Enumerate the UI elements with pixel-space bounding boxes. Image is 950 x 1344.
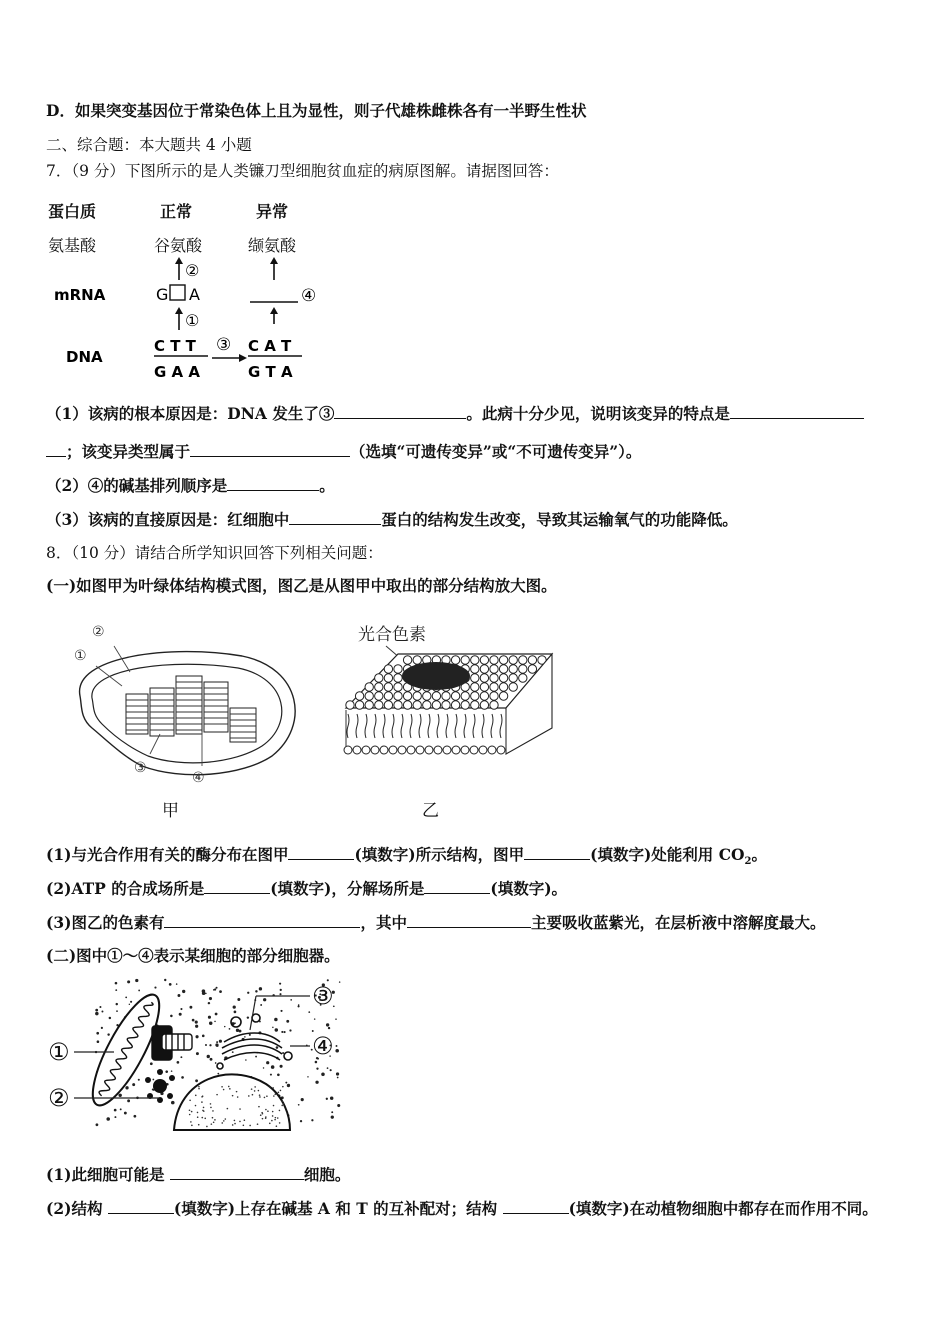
chloroplast-mark-3: ③ (134, 760, 147, 776)
chloroplast-mark-1: ① (74, 648, 87, 664)
cell-organelles-diagram (44, 974, 344, 1134)
blank-7-1b-cont[interactable] (46, 441, 66, 457)
organelle-mark-2: ② (48, 1084, 70, 1112)
sickle-cell-diagram (44, 196, 334, 386)
organelle-mark-4: ④ (312, 1032, 334, 1060)
blank-7-1b[interactable] (730, 403, 864, 419)
blank-8-a2a[interactable] (204, 878, 270, 894)
organelle-mark-3: ③ (312, 982, 334, 1010)
q7-answer-2: （2）④的碱基排列顺序是 。 (46, 476, 335, 495)
thylakoid-membrane-diagram (340, 618, 560, 768)
header-normal: 正常 (160, 202, 193, 221)
dna-abnormal-top: C A T (248, 337, 292, 355)
figure-label-jia: 甲 (162, 801, 179, 821)
row-amino-acid: 氨基酸 (48, 236, 97, 255)
blank-7-3[interactable] (289, 509, 381, 525)
blank-8-a3a[interactable] (164, 912, 360, 928)
q8-answer-a1: (1)与光合作用有关的酶分布在图甲 (填数字)所示结构，图甲 (填数字)处能利用 $CO_2$。 (46, 845, 768, 868)
header-protein: 蛋白质 (48, 202, 97, 221)
blank-8-b2a[interactable] (108, 1198, 174, 1214)
dna-normal-bottom: G A A (154, 363, 200, 381)
blank-8-a2b[interactable] (424, 878, 490, 894)
chloroplast-diagram (62, 616, 302, 792)
pigment-cluster (402, 662, 470, 690)
q7-answer-3: （3）该病的直接原因是：红细胞中 蛋白的结构发生改变，导致其运输氧气的功能降低。 (46, 510, 738, 529)
question-8-stem: 8．（10 分）请结合所学知识回答下列相关问题： (46, 544, 383, 562)
q8-answer-a2: (2)ATP 的合成场所是 (填数字)，分解场所是 (填数字)。 (46, 879, 568, 898)
blank-8-b1[interactable] (170, 1164, 304, 1180)
row-dna: DNA (66, 348, 103, 366)
mrna-base-g: G (156, 285, 169, 304)
blank-8-a1b[interactable] (524, 844, 590, 860)
q8-part2-intro: (二)图中①～④表示某细胞的部分细胞器。 (46, 946, 340, 965)
q8-answer-a3: (3)图乙的色素有 ，其中 主要吸收蓝紫光，在层析液中溶解度最大。 (46, 913, 826, 932)
mrna-blank-box (170, 285, 185, 300)
row-mrna: mRNA (54, 286, 106, 304)
q8-answer-b1: (1)此细胞可能是 细胞。 (46, 1165, 351, 1184)
blank-7-1c[interactable] (190, 441, 350, 457)
q7-answer-1b: ；该变异类型属于 （选填“可遗传变异”或“不可遗传变异”）。 (46, 441, 641, 462)
option-d: D．如果突变基因位于常染色体上且为显性，则子代雄株雌株各有一半野生性状 (46, 101, 587, 120)
blank-7-2[interactable] (227, 475, 319, 491)
blank-8-b2b[interactable] (503, 1198, 569, 1214)
mark-3: ③ (216, 335, 232, 355)
blank-7-1a[interactable] (334, 403, 466, 419)
question-7-stem: 7．（9 分）下图所示的是人类镰刀型细胞贫血症的病原图解。请据图回答： (46, 162, 559, 180)
phospholipid-tails (344, 714, 505, 754)
header-abnormal: 异常 (256, 202, 289, 221)
q7-answer-1a: （1）该病的根本原因是：DNA 发生了③ 。此病十分少见，说明该变异的特点是 (46, 403, 864, 424)
mark-2: ② (185, 261, 200, 280)
dna-normal-top: C T T (154, 337, 196, 355)
organelle-mark-1: ① (48, 1038, 70, 1066)
amino-acid-abnormal: 缬氨酸 (248, 236, 297, 255)
mark-4: ④ (301, 286, 317, 306)
chloroplast-mark-2: ② (92, 624, 105, 640)
q8-answer-b2: (2)结构 (填数字)上存在碱基 A 和 T 的互补配对；结构 (填数字)在动植物细胞中都存在而作用不同。 (46, 1199, 878, 1218)
dna-abnormal-bottom: G T A (248, 363, 293, 381)
section-heading: 二、综合题：本大题共 4 小题 (46, 136, 252, 154)
blank-8-a3b[interactable] (407, 912, 531, 928)
q8-part1-intro: (一)如图甲为叶绿体结构模式图，图乙是从图甲中取出的部分结构放大图。 (46, 576, 557, 595)
chloroplast-mark-4: ④ (192, 770, 205, 786)
amino-acid-normal: 谷氨酸 (154, 236, 203, 255)
mark-1: ① (185, 311, 200, 330)
figure-label-yi: 乙 (422, 801, 439, 821)
mrna-base-a: A (189, 285, 200, 304)
pigment-label: 光合色素 (358, 625, 426, 645)
blank-8-a1a[interactable] (288, 844, 354, 860)
